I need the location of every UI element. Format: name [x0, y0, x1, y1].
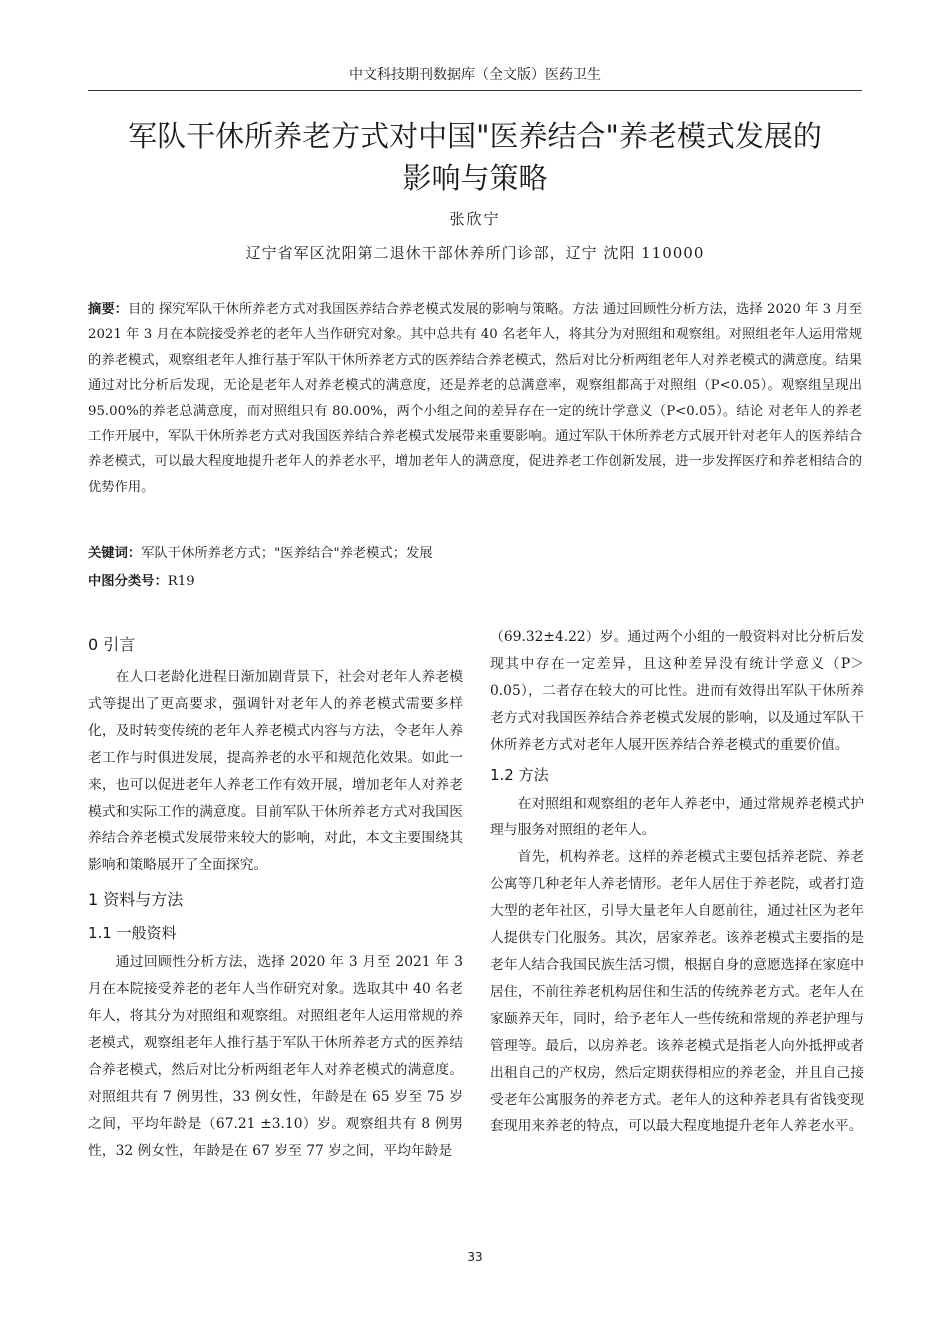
abstract	[88, 297, 862, 500]
keywords-text: 军队干休所养老方式；"医养结合"养老模式；发展	[141, 546, 433, 561]
page-number: 33	[467, 1250, 483, 1264]
keywords-label: 关键词：	[88, 546, 142, 561]
general-data-continued: （69.32±4.22）岁。通过两个小组的一般资料对比分析后发现其中存在一定差异，且这种差异没有统计学意义（P＞0.05），二者存在较大的可比性。进而有效得出军队干休所养老方式对我国医养结合养老模式发展的影响，以及通过军队干休所养老方式对老年人展开医养结合养老模式的重要价值。	[490, 629, 864, 753]
left-column	[88, 624, 463, 1165]
classification	[88, 570, 862, 594]
journal-header: 中文科技期刊数据库（全文版）医药卫生	[88, 64, 862, 91]
methods-paragraph-1: 在对照组和观察组的老年人养老中，通过常规养老模式护理与服务对照组的老年人。	[490, 795, 864, 839]
general-data-paragraph: 通过回顾性分析方法，选择 2020 年 3 月至 2021 年 3 月在本院接受养老的老年人当作研究对象。选取其中 40 名老年人，将其分为对照组和观察组。对照组老年人运用常规的养老模式，观察组老年人推行基于军队干休所养老方式的医养结合养老模式，然后对比分析两组老年人对养老模式的满意度。对照组共有 7 例男性，33 例女性，年龄是在 65 岁至 75 岁之间，平均年龄是（67.21 ±3.10）岁。观察组共有 8 例男性，32 例女性，年龄是在 67 岁至 77 岁之间，平均年龄是	[88, 954, 463, 1159]
subsection-heading-methods: 1.2 方法	[490, 765, 549, 784]
classification-label: 中图分类号：	[88, 574, 168, 589]
section-heading-intro: 0 引言	[88, 635, 136, 654]
methods-paragraph-2: 首先，机构养老。这样的养老模式主要包括养老院、养老公寓等几种老年人养老情形。老年人居住于养老院，或者打造大型的老年社区，引导大量老年人自愿前往，通过社区为老年人提供专门化服务。其次，居家养老。该养老模式主要指的是老年人结合我国民族生活习惯，根据自身的意愿选择在家庭中居住，不前往养老机构居住和生活的传统养老方式。老年人在家颐养天年，同时，给予老年人一些传统和常规的养老护理与管理等。最后，以房养老。该养老模式是指老人向外抵押或者出租自己的产权房，然后定期获得相应的养老金，并且自己接受老年公寓服务的养老方式。老年人的这种养老具有省钱变现套现用来养老的特点，可以最大程度地提升老年人养老水平。	[490, 849, 864, 1135]
classification-text: R19	[167, 574, 195, 589]
abstract-label: 摘要：	[88, 302, 128, 317]
abstract-text: 目的 探究军队干休所养老方式对我国医养结合养老模式发展的影响与策略。方法 通过回顾性分析方法，选择 2020 年 3 月至 2021 年 3 月在本院接受养老的老年人当作研究对象。其中总共有 40 名老年人，将其分为对照组和观察组。对照组老年人运用常规的养老模式，观察组老年人推行基于军队干休所养老方式的医养结合养老模式，然后对比分析两组老年人对养老模式的满意度。结果 通过对比分析后发现，无论是老年人对养老模式的满意度，还是养老的总满意率，观察组都高于对照组（P<0.05）。观察组呈现出 95.00%的养老总满意度，而对照组只有 80.00%，两个小组之间的差异存在一定的统计学意义（P<0.05）。结论 对老年人的养老工作开展中，军队干休所养老方式对我国医养结合养老模式发展带来重要影响。通过军队干休所养老方式展开针对老年人的医养结合养老模式，可以最大程度地提升老年人的养老水平，增加老年人的满意度，促进养老工作创新发展，进一步发挥医疗和养老相结合的优势作用。	[88, 302, 862, 495]
keywords	[88, 542, 862, 566]
article-title	[60, 115, 890, 199]
title-line-1: 军队干休所养老方式对中国"医养结合"养老模式发展的	[128, 119, 822, 153]
author-affiliation: 辽宁省军区沈阳第二退休干部休养所门诊部，辽宁 沈阳 110000	[245, 244, 705, 262]
subsection-heading-general-data: 1.1 一般资料	[88, 924, 177, 943]
title-line-2: 影响与策略	[402, 161, 548, 195]
author-name: 张欣宁	[449, 210, 501, 228]
right-column	[490, 624, 864, 1140]
intro-paragraph: 在人口老龄化进程日渐加剧背景下，社会对老年人养老模式等提出了更高要求，强调针对老年人的养老模式需要多样化，及时转变传统的老年人养老模式内容与方法，令老年人养老工作与时俱进发展，提高养老的水平和规范化效果。如此一来，也可以促进老年人养老工作有效开展，增加老年人对养老模式和实际工作的满意度。目前军队干休所养老方式对我国医养结合养老模式发展带来较大的影响，对此，本文主要围绕其影响和策略展开了全面探究。	[88, 669, 463, 874]
section-heading-materials-methods: 1 资料与方法	[88, 890, 184, 910]
